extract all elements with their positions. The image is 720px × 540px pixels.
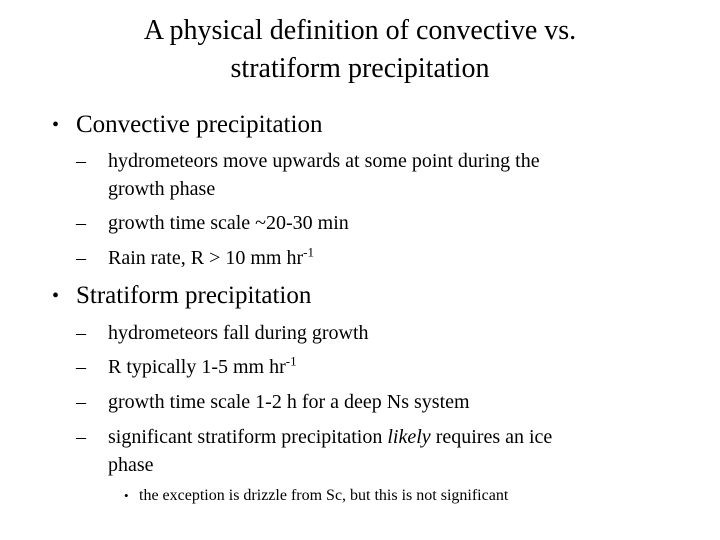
sub-item-text: hydrometeors fall during growth (108, 322, 369, 344)
slide-title-line-2: stratiform precipitation (230, 53, 490, 84)
dash-marker: – (76, 212, 86, 234)
sub-item-text (108, 246, 314, 270)
sub-sub-item-text: the exception is drizzle from Sc, but this is not significant (139, 487, 509, 504)
dash-marker: – (76, 426, 86, 448)
r-typically-text: R typically 1-5 mm hr (108, 356, 286, 378)
bullet-marker: • (52, 114, 60, 136)
sub-item-text-cont: phase (108, 454, 154, 476)
dash-marker: – (76, 356, 86, 378)
sub-item-text-cont: growth phase (108, 178, 216, 200)
ice-phase-post: requires an ice (430, 426, 553, 448)
r-typically-exponent: -1 (285, 353, 297, 369)
bullet-heading-stratiform: Stratiform precipitation (76, 282, 312, 309)
sub-item-text (108, 425, 552, 449)
bullet-marker: • (52, 285, 60, 307)
ice-phase-emphasis: likely (387, 426, 431, 448)
slide-title-line-1: A physical definition of convective vs. (143, 15, 577, 46)
bullet-marker: • (124, 488, 129, 503)
dash-marker: – (76, 322, 86, 344)
dash-marker: – (76, 391, 86, 413)
ice-phase-pre: significant stratiform precipitation (108, 426, 388, 448)
slide-title (60, 12, 660, 88)
sub-item-text: growth time scale ~20-30 min (108, 212, 349, 234)
sub-item-text (108, 355, 297, 379)
dash-marker: – (76, 150, 86, 172)
sub-item-text: growth time scale 1-2 h for a deep Ns system (108, 391, 470, 413)
rain-rate-text: Rain rate, R > 10 mm hr (108, 247, 304, 269)
sub-item-text: hydrometeors move upwards at some point during the (108, 150, 540, 172)
dash-marker: – (76, 247, 86, 269)
bullet-heading-convective: Convective precipitation (76, 111, 323, 138)
rain-rate-exponent: -1 (303, 244, 314, 260)
